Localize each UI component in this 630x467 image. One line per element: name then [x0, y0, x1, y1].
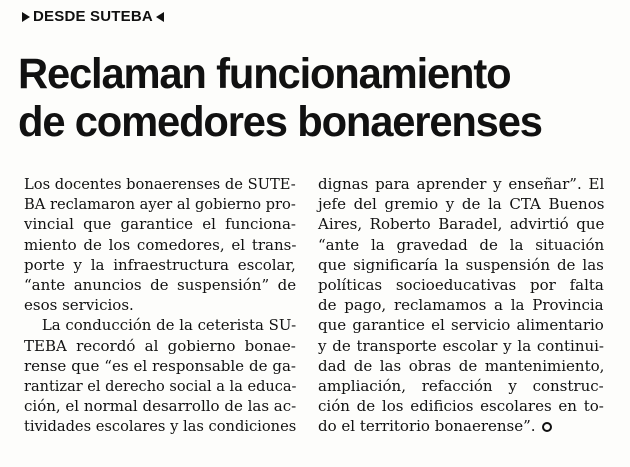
text-line: que garantice el servicio alimentario: [318, 316, 604, 335]
text-line: miento de los comedores, el trans-: [24, 235, 297, 254]
final-text: do el territorio bonaerense”.: [318, 417, 536, 436]
text-line: La conducción de la ceterista SU-: [41, 316, 297, 335]
text-line-final: [318, 416, 604, 436]
text-line: “ante anuncios de suspensión” de: [24, 276, 297, 295]
text-line: porte y la infraestructura escolar,: [24, 255, 296, 274]
triangle-left-icon: [156, 12, 164, 22]
text-line: vincial que garantice el funciona-: [24, 215, 296, 234]
text-line: rense que “es el responsable de ga-: [24, 356, 296, 375]
text-line: rantizar el derecho social a la educa-: [24, 377, 297, 396]
triangle-right-icon: [22, 12, 30, 22]
text-line: tividades escolares y las condiciones: [24, 417, 297, 436]
text-line: de pago, reclamamos a la Provincia: [318, 296, 604, 315]
text-line: TEBA recordó al gobierno bonae-: [24, 336, 296, 355]
text-line: ampliación, refacción y construc-: [318, 377, 604, 396]
headline-line-1: Reclaman funcionamiento: [18, 50, 511, 98]
end-of-article-icon: [542, 422, 552, 432]
headline-line-2: de comedores bonaerenses: [18, 98, 542, 146]
article-column-right: [318, 174, 604, 437]
text-line: que significaría la suspensión de las: [318, 255, 604, 274]
headline: [18, 50, 600, 146]
text-line: y de transporte escolar y la continui-: [318, 336, 605, 355]
text-line: Aires, Roberto Baradel, advirtió que: [318, 215, 605, 234]
text-line: “ante la gravedad de la situación: [318, 235, 605, 254]
text-line: esos servicios.: [24, 296, 134, 315]
section-tag: [22, 8, 164, 25]
article-column-left: [24, 174, 296, 437]
text-line: políticas socioeducativas por falta: [318, 276, 604, 295]
text-line: Los docentes bonaerenses de SUTE-: [24, 175, 296, 193]
text-line: BA reclamaron ayer al gobierno pro-: [24, 195, 296, 214]
section-label: DESDE SUTEBA: [33, 8, 153, 25]
text-line: jefe del gremio y de la CTA Buenos: [318, 195, 605, 214]
text-line: dad de las obras de mantenimiento,: [318, 356, 605, 375]
text-line: dignas para aprender y enseñar”. El: [318, 175, 605, 193]
text-line: ción, el normal desarrollo de las ac-: [24, 397, 297, 416]
text-line: ción de los edificios escolares en to-: [318, 397, 604, 416]
